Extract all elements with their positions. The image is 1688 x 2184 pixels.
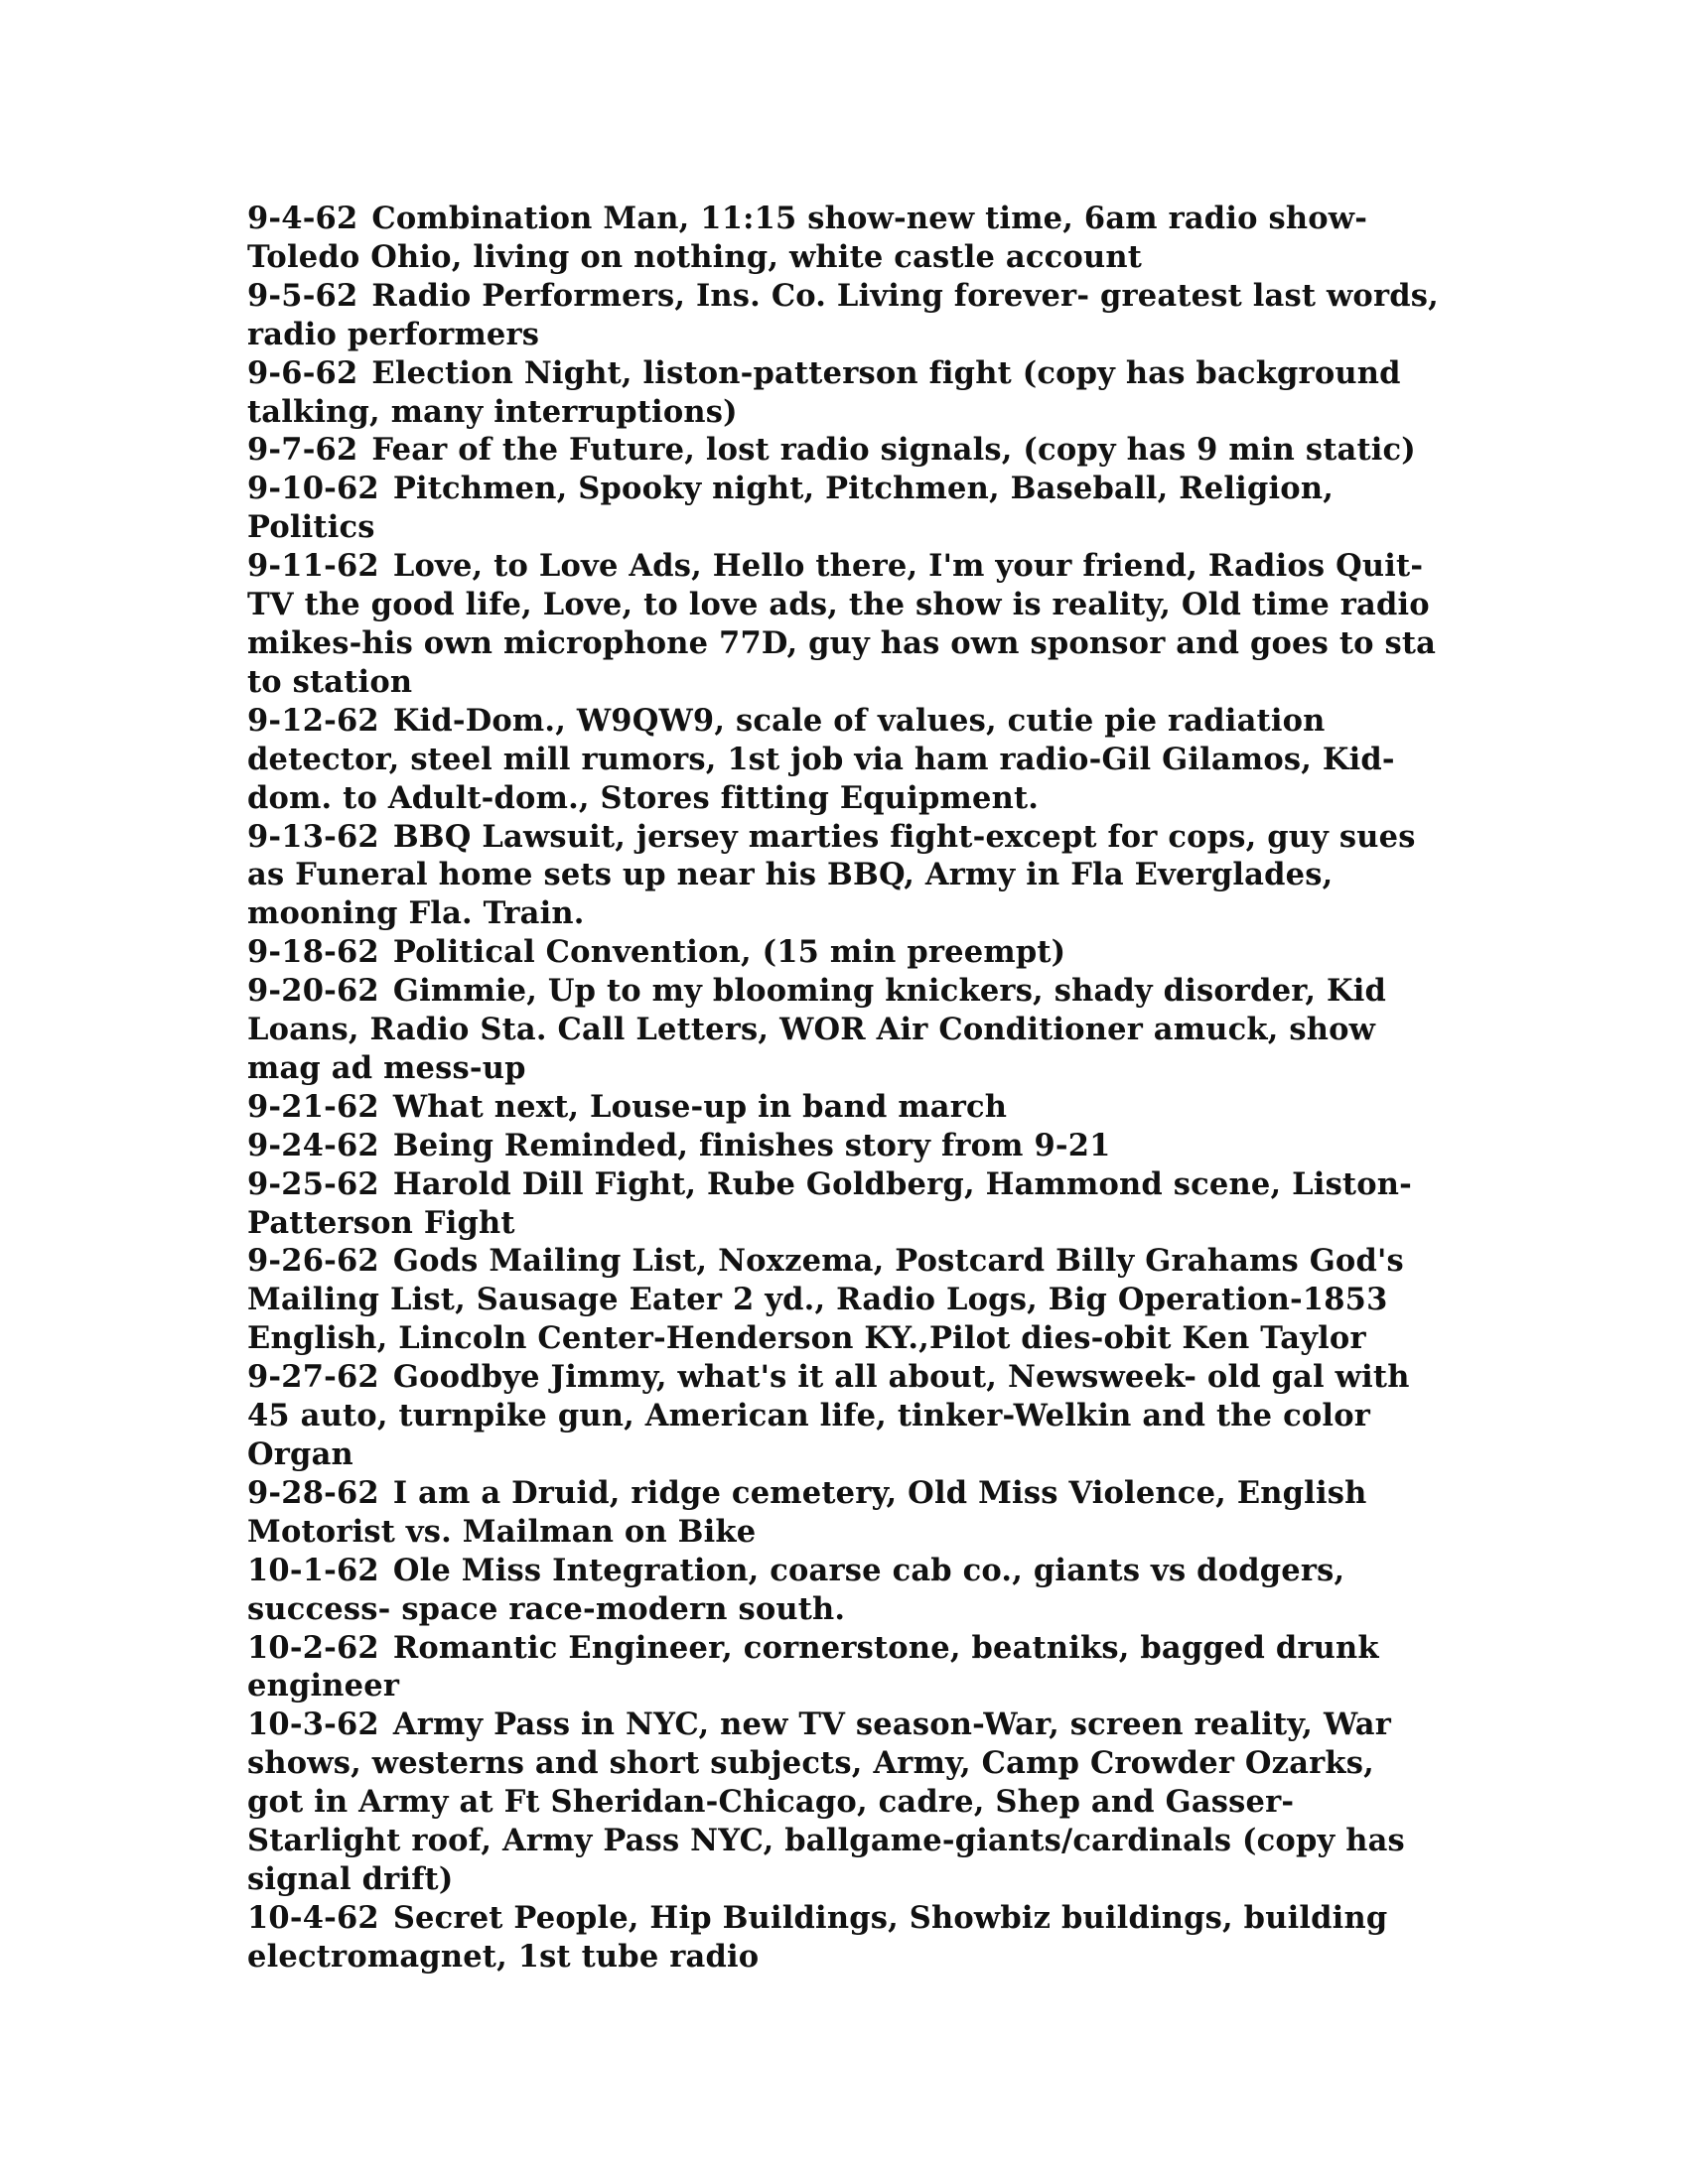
entry-text: Harold Dill Fight, Rube Goldberg, Hammond scene, Liston-Patterson Fight <box>247 1165 1413 1241</box>
log-entry <box>247 933 1439 972</box>
entry-text: Pitchmen, Spooky night, Pitchmen, Baseball, Religion, Politics <box>247 471 1335 546</box>
entry-date: 9-24-62 <box>247 1127 379 1163</box>
log-entry <box>247 1358 1439 1474</box>
entry-text: Love, to Love Ads, Hello there, I'm your friend, Radios Quit-TV the good life, Love, to love ads, the show is reality, Old time radio mikes-his own microphone 77D, guy has own sponsor and goes to sta to station <box>247 548 1437 700</box>
entry-text: Ole Miss Integration, coarse cab co., giants vs dodgers, success- space race-modern south. <box>247 1552 1345 1627</box>
entry-date: 10-2-62 <box>247 1629 379 1666</box>
entry-text: Political Convention, (15 min preempt) <box>392 934 1066 971</box>
entry-text: Radio Performers, Ins. Co. Living forever- greatest last words, radio performers <box>247 277 1439 352</box>
entry-date: 10-4-62 <box>247 1899 379 1936</box>
entry-text: Being Reminded, finishes story from 9-21 <box>392 1127 1111 1163</box>
entry-text: Army Pass in NYC, new TV season-War, screen reality, War shows, westerns and short subjects, Army, Camp Crowder Ozarks, got in Army at Ft Sheridan-Chicago, cadre, Shep and Gasser-Starlight roof, Army Pass NYC, ballgame-giants/cardinals (copy has signal drift) <box>247 1706 1405 1897</box>
entry-date: 9-10-62 <box>247 471 379 507</box>
entry-text: Kid-Dom., W9QW9, scale of values, cutie pie radiation detector, steel mill rumors, 1st job via ham radio-Gil Gilamos, Kid-dom. to Adult-dom., Stores fitting Equipment. <box>247 702 1395 816</box>
log-entry <box>247 1899 1439 1977</box>
log-entry <box>247 1088 1439 1127</box>
log-entry <box>247 277 1439 354</box>
entry-date: 9-4-62 <box>247 201 358 236</box>
entry-date: 9-13-62 <box>247 818 379 855</box>
log-entry <box>247 1474 1439 1552</box>
log-entry <box>247 547 1439 702</box>
entry-text: Election Night, liston-patterson fight (copy has background talking, many interruptions) <box>247 354 1401 430</box>
entry-date: 9-20-62 <box>247 973 379 1010</box>
log-entry <box>247 1242 1439 1358</box>
log-entry <box>247 470 1439 547</box>
entry-text: Fear of the Future, lost radio signals, (copy has 9 min static) <box>371 432 1416 469</box>
log-entry <box>247 1127 1439 1165</box>
entry-text: BBQ Lawsuit, jersey marties fight-except for cops, guy sues as Funeral home sets up near his BBQ, Army in Fla Everglades, mooning Fla. Train. <box>247 818 1416 932</box>
log-entry <box>247 818 1439 934</box>
entry-date: 9-18-62 <box>247 934 379 971</box>
entry-date: 9-5-62 <box>247 277 358 314</box>
entry-date: 9-28-62 <box>247 1474 379 1511</box>
log-entry <box>247 1629 1439 1706</box>
entry-date: 9-7-62 <box>247 432 358 469</box>
episode-log <box>247 200 1439 1977</box>
entry-text: What next, Louse-up in band march <box>392 1088 1008 1125</box>
entry-text: Combination Man, 11:15 show-new time, 6am radio show-Toledo Ohio, living on nothing, white castle account <box>247 201 1368 275</box>
entry-date: 9-12-62 <box>247 702 379 739</box>
log-entry <box>247 200 1439 277</box>
entry-date: 9-11-62 <box>247 548 379 585</box>
entry-date: 10-1-62 <box>247 1552 379 1588</box>
log-entry <box>247 1706 1439 1899</box>
log-entry <box>247 431 1439 470</box>
entry-date: 9-25-62 <box>247 1165 379 1202</box>
log-entry <box>247 1552 1439 1629</box>
entry-text: Secret People, Hip Buildings, Showbiz buildings, building electromagnet, 1st tube radio <box>247 1899 1388 1975</box>
entry-date: 9-26-62 <box>247 1243 379 1280</box>
log-entry <box>247 702 1439 818</box>
entry-text: Gimmie, Up to my blooming knickers, shady disorder, Kid Loans, Radio Sta. Call Letters, WOR Air Conditioner amuck, show mag ad mess-up <box>247 973 1387 1086</box>
log-entry <box>247 972 1439 1088</box>
entry-date: 10-3-62 <box>247 1706 379 1743</box>
entry-date: 9-21-62 <box>247 1088 379 1125</box>
entry-text: Romantic Engineer, cornerstone, beatniks, bagged drunk engineer <box>247 1629 1379 1705</box>
entry-date: 9-27-62 <box>247 1359 379 1396</box>
entry-text: Gods Mailing List, Noxzema, Postcard Billy Grahams God's Mailing List, Sausage Eater 2 yd., Radio Logs, Big Operation-1853 English, Lincoln Center-Henderson KY.,Pilot dies-obit Ken Taylor <box>247 1243 1404 1357</box>
entry-text: I am a Druid, ridge cemetery, Old Miss Violence, English Motorist vs. Mailman on Bike <box>247 1474 1367 1550</box>
entry-text: Goodbye Jimmy, what's it all about, Newsweek- old gal with 45 auto, turnpike gun, American life, tinker-Welkin and the color Organ <box>247 1359 1410 1472</box>
log-entry <box>247 354 1439 432</box>
entry-date: 9-6-62 <box>247 354 358 391</box>
log-entry <box>247 1165 1439 1243</box>
